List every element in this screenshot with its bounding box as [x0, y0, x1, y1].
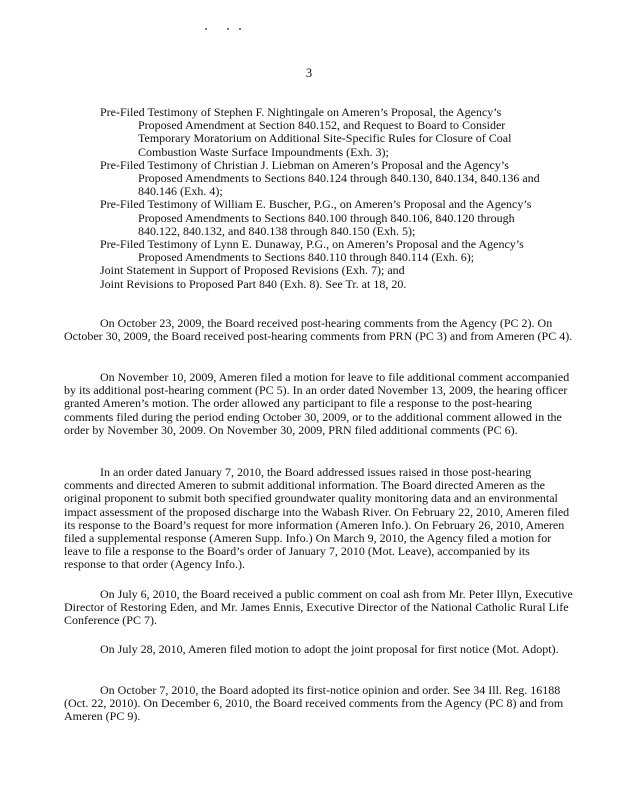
exhibit-item: Joint Revisions to Proposed Part 840 (Exh. 8). See Tr. at 18, 20. — [100, 276, 407, 291]
paragraph-public-comment: On July 6, 2010, the Board received a public comment on coal ash from Mr. Peter Illyn, Executive Director of Restoring Eden, and Mr. James Ennis, Executive Director of the National Catholic Rural Life Conference (PC 7). — [64, 587, 573, 628]
paragraph-ameren-motion: On November 10, 2009, Ameren filed a motion for leave to file additional comment accompanied by its additional post-hearing comment (PC 5). In an order dated November 13, 2009, the hearing officer granted Ameren’s motion. The order allowed any participant to file a response to the post-hearing comments filed during the period ending October 30, 2009, or to the additional comment allowed in the order by November 30, 2009. On November 30, 2009, PRN filed additional comments (PC 6). — [64, 370, 570, 437]
exhibit-item: Pre-Filed Testimony of Stephen F. Nightingale on Ameren’s Proposal, the Agency’s Proposed Amendment at Section 840.152, and Request to Board to Consider Temporary Moratorium on Additional Site-Specific Rules for Closure of Coal Combustion Waste Surface Impoundments (Exh. 3); — [100, 105, 512, 159]
exhibit-item: Pre-Filed Testimony of Lynn E. Dunaway, P.G., on Ameren’s Proposal and the Agency’s Proposed Amendments to Sections 840.110 through 840.114 (Exh. 6); — [100, 237, 524, 265]
page-number: 3 — [305, 66, 313, 80]
exhibit-item: Pre-Filed Testimony of Christian J. Liebman on Ameren’s Proposal and the Agency’s Proposed Amendments to Sections 840.124 through 840.130, 840.134, 840.136 and 840.146 (Exh. 4); — [100, 157, 540, 199]
paragraph-first-notice: On October 7, 2010, the Board adopted its first-notice opinion and order. See 34 Ill. Reg. 16188 (Oct. 22, 2010). On December 6, 2010, the Board received comments from the Agency (PC 8) and from Ameren (PC 9). — [64, 683, 564, 724]
exhibit-item: Pre-Filed Testimony of William E. Buscher, P.G., on Ameren’s Proposal and the Agency’s Proposed Amendments to Sections 840.100 through 840.106, 840.120 through 840.122, 840.132, and 840.138 through 840.150 (Exh. 5); — [100, 197, 532, 238]
exhibit-list — [100, 106, 540, 291]
scan-artifact — [205, 28, 245, 32]
paragraph-motion-to-adopt: On July 28, 2010, Ameren filed motion to adopt the joint proposal for first notice (Mot. Adopt). — [100, 642, 559, 656]
exhibit-item: Joint Statement in Support of Proposed Revisions (Exh. 7); and — [100, 263, 405, 278]
paragraph-board-order: In an order dated January 7, 2010, the Board addressed issues raised in those post-hearing comments and directed Ameren to submit additional information. The Board directed Ameren as the original proponent to submit both specified groundwater quality monitoring data and an environmental impact assessment of the proposed discharge into the Wabash River. On February 22, 2010, Ameren filed its response to the Board’s request for more information (Ameren Info.). On February 26, 2010, Ameren filed a supplemental response (Ameren Supp. Info.) On March 9, 2010, the Agency filed a motion for leave to file a response to the Board’s order of January 7, 2010 (Mot. Leave), accompanied by its response to that order (Agency Info.). — [64, 465, 570, 572]
paragraph-post-hearing-comments: On October 23, 2009, the Board received post-hearing comments from the Agency (PC 2). On October 30, 2009, the Board received post-hearing comments from PRN (PC 3) and from Ameren (PC 4). — [64, 316, 573, 344]
